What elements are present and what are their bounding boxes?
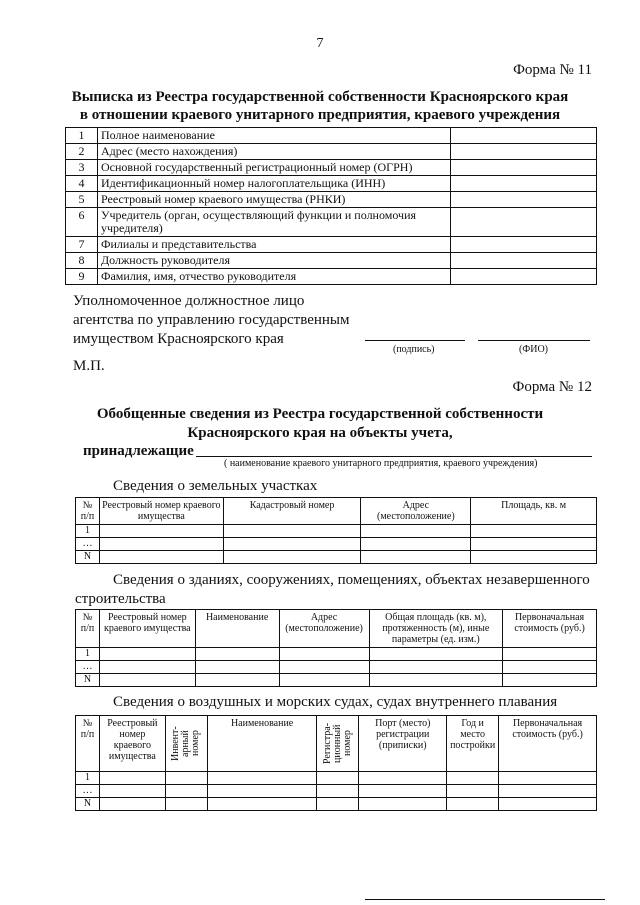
belonging-caption: ( наименование краевого унитарного предприятия, краевого учреждения) [224, 458, 538, 469]
official-line3: имуществом Красноярского края [73, 331, 284, 347]
land-cell[interactable] [223, 538, 361, 551]
vessels-cell[interactable] [499, 772, 597, 785]
buildings-table-row [76, 674, 597, 687]
form11-row-value[interactable] [451, 237, 597, 253]
buildings-cell[interactable] [503, 674, 597, 687]
buildings-cell[interactable] [369, 661, 503, 674]
buildings-header-cell: Реестровый номер краевого имущества [99, 610, 195, 648]
form11-row [66, 128, 597, 144]
form11-row [66, 208, 597, 237]
vessels-table-row [76, 785, 597, 798]
vessels-cell: 1 [76, 772, 100, 785]
vessels-cell[interactable] [165, 798, 207, 811]
signature-line [365, 340, 465, 341]
buildings-cell[interactable] [99, 648, 195, 661]
form11-row-label: Реестровый номер краевого имущества (РНКИ) [98, 192, 451, 208]
form11-row-number: 3 [66, 160, 98, 176]
form11-row-value[interactable] [451, 253, 597, 269]
land-header-cell: № п/п [76, 498, 100, 525]
buildings-heading-line2: строительства [75, 591, 166, 607]
buildings-cell: 1 [76, 648, 100, 661]
vessels-header-cell: Наименование [207, 716, 317, 772]
vessels-header-cell: Первоначальная стоимость (руб.) [499, 716, 597, 772]
buildings-table-row [76, 648, 597, 661]
form11-row-label: Фамилия, имя, отчество руководителя [98, 269, 451, 285]
buildings-header-cell: Наименование [195, 610, 279, 648]
vessels-cell[interactable] [317, 785, 359, 798]
vessels-cell[interactable] [499, 785, 597, 798]
form11-row [66, 144, 597, 160]
buildings-heading-line1: Сведения о зданиях, сооружениях, помещениях, объектах незавершенного [113, 572, 590, 588]
buildings-cell[interactable] [99, 661, 195, 674]
vessels-cell[interactable] [207, 785, 317, 798]
land-table-row [76, 551, 597, 564]
signature-caption: (подпись) [393, 344, 435, 355]
vessels-cell[interactable] [359, 772, 447, 785]
form11-label: Форма № 11 [513, 62, 592, 78]
form11-row-value[interactable] [451, 128, 597, 144]
form11-row-number: 9 [66, 269, 98, 285]
land-cell: N [76, 551, 100, 564]
vessels-header-cell: Порт (место) регистрации (приписки) [359, 716, 447, 772]
land-header-cell: Площадь, кв. м [471, 498, 597, 525]
vessels-header-cell: Реестровый номер краевого имущества [99, 716, 165, 772]
land-cell[interactable] [99, 525, 223, 538]
form11-row [66, 176, 597, 192]
vessels-cell[interactable] [499, 798, 597, 811]
form11-row-label: Филиалы и представительства [98, 237, 451, 253]
land-header-cell: Адрес (местоположение) [361, 498, 471, 525]
form11-row-number: 2 [66, 144, 98, 160]
vessels-cell[interactable] [359, 798, 447, 811]
form11-row-label: Идентификационный номер налогоплательщика (ИНН) [98, 176, 451, 192]
buildings-cell[interactable] [279, 661, 369, 674]
vessels-cell[interactable] [447, 785, 499, 798]
form11-row-value[interactable] [451, 176, 597, 192]
vessels-cell[interactable] [359, 785, 447, 798]
land-cell[interactable] [471, 551, 597, 564]
land-cell[interactable] [99, 551, 223, 564]
buildings-header-cell: Первоначальная стоимость (руб.) [503, 610, 597, 648]
buildings-header-cell: № п/п [76, 610, 100, 648]
vessels-cell[interactable] [447, 772, 499, 785]
land-cell: 1 [76, 525, 100, 538]
form11-title-line2: в отношении краевого унитарного предприятия, краевого учреждения [79, 107, 561, 123]
form11-row-number: 8 [66, 253, 98, 269]
form11-row-label: Должность руководителя [98, 253, 451, 269]
form11-row-label: Полное наименование [98, 128, 451, 144]
form11-row-value[interactable] [451, 269, 597, 285]
form11-row [66, 269, 597, 285]
buildings-cell[interactable] [195, 648, 279, 661]
buildings-cell[interactable] [369, 648, 503, 661]
fio-caption: (ФИО) [519, 344, 549, 355]
form11-row-value[interactable] [451, 208, 597, 237]
form11-row-label: Учредитель (орган, осуществляющий функции и полномочия учредителя) [98, 208, 451, 237]
vessels-header-cell: Год и место постройки [447, 716, 499, 772]
bottom-rule [365, 899, 605, 900]
buildings-header-cell: Общая площадь (кв. м), протяженность (м), иные параметры (ед. изм.) [369, 610, 503, 648]
form11-row [66, 192, 597, 208]
form11-row-value[interactable] [451, 192, 597, 208]
buildings-cell[interactable] [369, 674, 503, 687]
vessels-table [75, 715, 597, 811]
land-cell[interactable] [361, 525, 471, 538]
form11-row-label: Адрес (место нахождения) [98, 144, 451, 160]
buildings-table-row [76, 661, 597, 674]
buildings-cell[interactable] [279, 648, 369, 661]
official-line1: Уполномоченное должностное лицо [73, 293, 305, 309]
buildings-cell: … [76, 661, 100, 674]
vessels-cell[interactable] [99, 798, 165, 811]
form11-row [66, 160, 597, 176]
vessels-cell: … [76, 785, 100, 798]
land-cell[interactable] [223, 551, 361, 564]
land-cell[interactable] [471, 538, 597, 551]
form12-title-line2: Красноярского края на объекты учета, [187, 425, 453, 441]
vessels-heading: Сведения о воздушных и морских судах, судах внутреннего плавания [113, 694, 558, 710]
vessels-cell[interactable] [165, 785, 207, 798]
buildings-cell[interactable] [195, 674, 279, 687]
vessels-cell: N [76, 798, 100, 811]
vessels-cell[interactable] [447, 798, 499, 811]
form11-row-number: 7 [66, 237, 98, 253]
buildings-cell[interactable] [503, 661, 597, 674]
form11-row-number: 6 [66, 208, 98, 237]
form12-title-line1: Обобщенные сведения из Реестра государственной собственности [96, 406, 544, 422]
vessels-header-cell: № п/п [76, 716, 100, 772]
official-line2: агентства по управлению государственным [73, 312, 350, 328]
buildings-cell: N [76, 674, 100, 687]
vessels-table-row [76, 772, 597, 785]
buildings-cell[interactable] [503, 648, 597, 661]
belonging-line [196, 456, 592, 457]
buildings-cell[interactable] [195, 661, 279, 674]
page-number: 7 [316, 36, 324, 51]
land-cell[interactable] [223, 525, 361, 538]
land-table [75, 497, 597, 564]
vessels-cell[interactable] [317, 798, 359, 811]
vessels-cell[interactable] [207, 798, 317, 811]
belonging-label: принадлежащие [83, 443, 194, 459]
buildings-table [75, 609, 597, 687]
land-cell[interactable] [361, 551, 471, 564]
vessels-cell[interactable] [165, 772, 207, 785]
form11-row-label: Основной государственный регистрационный номер (ОГРН) [98, 160, 451, 176]
land-header-cell: Реестровый номер краевого имущества [99, 498, 223, 525]
form11-title-line1: Выписка из Реестра государственной собственности Красноярского края [71, 89, 569, 105]
form11-row [66, 237, 597, 253]
form11-row [66, 253, 597, 269]
form11-row-number: 4 [66, 176, 98, 192]
vessels-table-row [76, 798, 597, 811]
vessels-header-cell: Инвент-арный номер [165, 716, 207, 772]
land-table-row [76, 538, 597, 551]
vessels-cell[interactable] [99, 785, 165, 798]
land-cell[interactable] [99, 538, 223, 551]
buildings-cell[interactable] [279, 674, 369, 687]
vessels-cell[interactable] [207, 772, 317, 785]
vessels-cell[interactable] [99, 772, 165, 785]
buildings-header-cell: Адрес (местоположение) [279, 610, 369, 648]
fio-line [478, 340, 590, 341]
land-header-cell: Кадастровый номер [223, 498, 361, 525]
land-heading: Сведения о земельных участках [113, 478, 318, 494]
form11-row-number: 5 [66, 192, 98, 208]
land-cell[interactable] [471, 525, 597, 538]
land-table-row [76, 525, 597, 538]
land-cell[interactable] [361, 538, 471, 551]
land-cell: … [76, 538, 100, 551]
form11-row-value[interactable] [451, 160, 597, 176]
form11-row-number: 1 [66, 128, 98, 144]
form11-table [65, 127, 597, 285]
form12-label: Форма № 12 [512, 379, 592, 395]
vessels-cell[interactable] [317, 772, 359, 785]
seal-label: М.П. [73, 358, 105, 374]
buildings-cell[interactable] [99, 674, 195, 687]
form11-row-value[interactable] [451, 144, 597, 160]
vessels-header-cell: Регистра-ционный номер [317, 716, 359, 772]
